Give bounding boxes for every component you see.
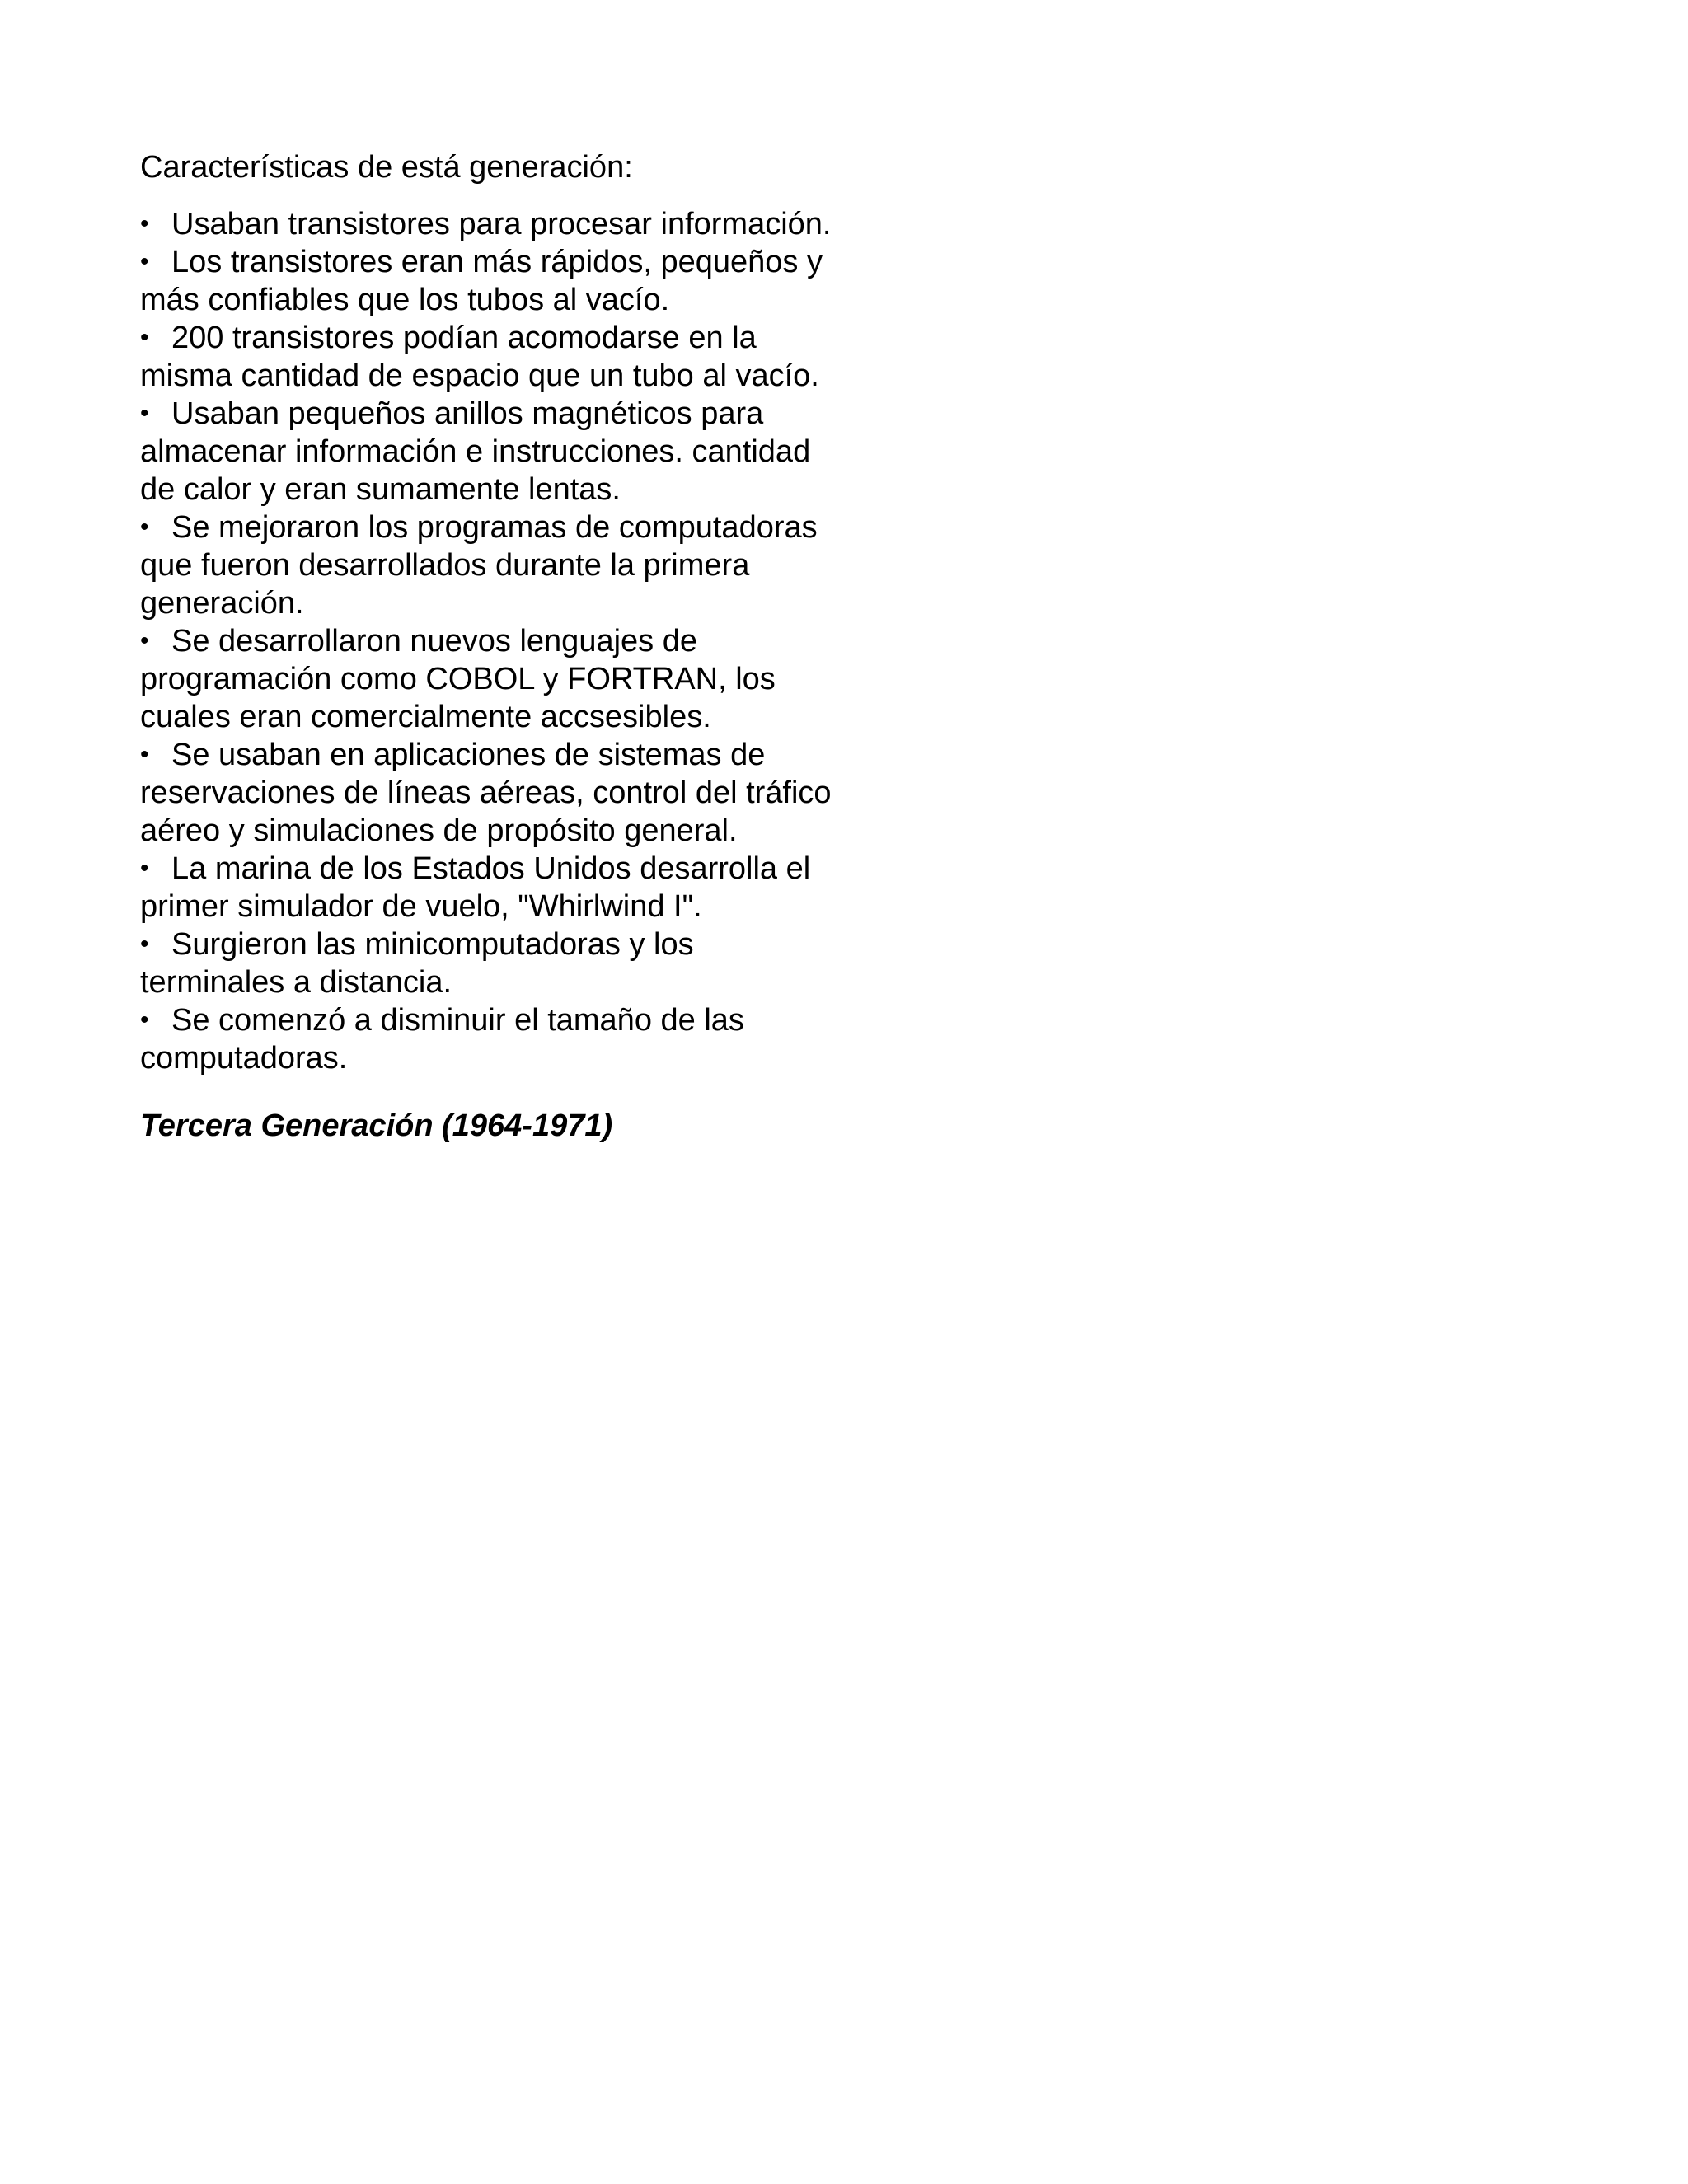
bullet-text: Surgieron las minicomputadoras y los — [171, 927, 694, 962]
bullet-line — [140, 774, 882, 812]
bullet-list — [140, 205, 882, 1077]
bullet-line — [140, 660, 882, 698]
list-item — [140, 319, 882, 395]
bullet-line — [140, 205, 882, 243]
bullet-line — [140, 926, 882, 963]
bullet-line — [140, 509, 882, 546]
bullet-text: almacenar información e instrucciones. cantidad — [140, 434, 811, 469]
bullet-icon: • — [140, 627, 149, 654]
bullet-text: Se desarrollaron nuevos lenguajes de — [171, 624, 697, 658]
bullet-text: programación como COBOL y FORTRAN, los — [140, 662, 776, 696]
bullet-text: computadoras. — [140, 1041, 348, 1076]
intro-text: Características de está generación: — [140, 150, 633, 185]
page-content — [140, 148, 882, 1145]
list-item — [140, 395, 882, 509]
bullet-line — [140, 850, 882, 888]
bullet-text: Se mejoraron los programas de computadoras — [171, 510, 818, 545]
document-page — [0, 0, 1014, 1319]
bullet-text: 200 transistores podían acomodarse en la — [171, 321, 757, 355]
bullet-line — [140, 281, 882, 319]
bullet-icon: • — [140, 248, 149, 275]
list-item — [140, 243, 882, 319]
list-item — [140, 736, 882, 850]
bullet-line — [140, 433, 882, 471]
bullet-icon: • — [140, 210, 149, 237]
bullet-icon: • — [140, 930, 149, 958]
section-heading: Tercera Generación (1964-1971) — [140, 1108, 613, 1143]
bullet-text: aéreo y simulaciones de propósito general. — [140, 813, 738, 848]
bullet-text: Se usaban en aplicaciones de sistemas de — [171, 738, 766, 772]
bullet-line — [140, 888, 882, 926]
bullet-line — [140, 243, 882, 281]
bullet-text: misma cantidad de espacio que un tubo al vacío. — [140, 359, 819, 393]
bullet-icon: • — [140, 400, 149, 427]
bullet-line — [140, 319, 882, 357]
bullet-line — [140, 736, 882, 774]
bullet-text: Se comenzó a disminuir el tamaño de las — [171, 1003, 744, 1038]
list-item — [140, 205, 882, 243]
bullet-line — [140, 395, 882, 433]
list-item — [140, 622, 882, 736]
bullet-line — [140, 546, 882, 584]
list-item — [140, 850, 882, 926]
bullet-line — [140, 471, 882, 509]
bullet-text: primer simulador de vuelo, "Whirlwind I". — [140, 889, 702, 924]
bullet-text: de calor y eran sumamente lentas. — [140, 472, 621, 507]
bullet-line — [140, 1001, 882, 1039]
bullet-text: generación. — [140, 586, 304, 621]
bullet-icon: • — [140, 324, 149, 351]
bullet-text: Usaban transistores para procesar información. — [171, 207, 832, 241]
bullet-icon: • — [140, 1006, 149, 1033]
bullet-text: más confiables que los tubos al vacío. — [140, 283, 670, 317]
list-item — [140, 509, 882, 622]
bullet-text: Usaban pequeños anillos magnéticos para — [171, 396, 764, 431]
bullet-text: La marina de los Estados Unidos desarrolla el — [171, 851, 811, 886]
bullet-text: terminales a distancia. — [140, 965, 452, 1000]
list-item — [140, 1001, 882, 1077]
bullet-line — [140, 963, 882, 1001]
list-item — [140, 926, 882, 1001]
bullet-text: que fueron desarrollados durante la primera — [140, 548, 750, 583]
bullet-line — [140, 584, 882, 622]
bullet-line — [140, 812, 882, 850]
bullet-line — [140, 622, 882, 660]
bullet-icon: • — [140, 741, 149, 768]
bullet-line — [140, 698, 882, 736]
bullet-line — [140, 357, 882, 395]
bullet-icon: • — [140, 855, 149, 882]
bullet-line — [140, 1039, 882, 1077]
bullet-text: cuales eran comercialmente accsesibles. — [140, 700, 711, 734]
bullet-icon: • — [140, 513, 149, 541]
bullet-text: Los transistores eran más rápidos, pequeños y — [171, 245, 823, 279]
bullet-text: reservaciones de líneas aéreas, control del tráfico — [140, 776, 832, 810]
